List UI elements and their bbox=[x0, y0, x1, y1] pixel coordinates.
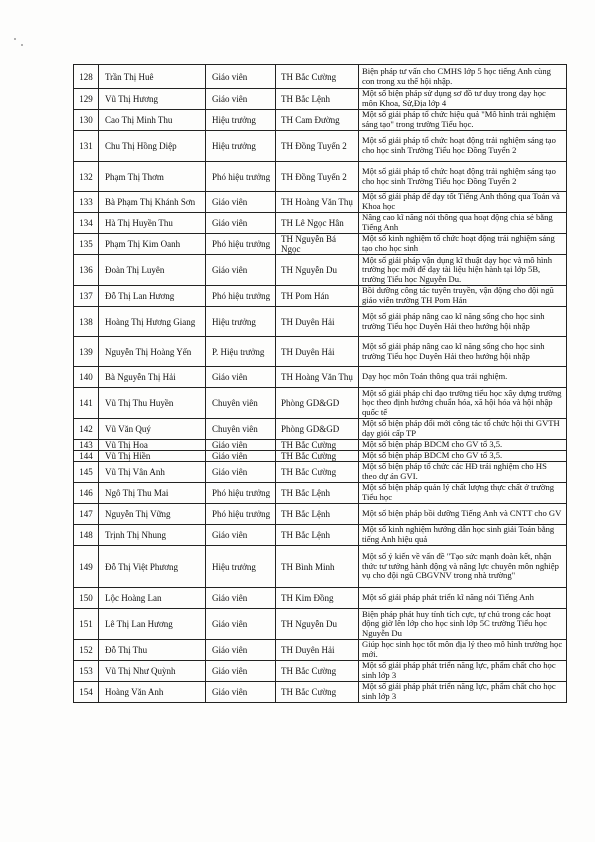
person-name: Phạm Thị Thơm bbox=[99, 162, 206, 192]
school-unit: TH Bắc Cường bbox=[276, 462, 359, 483]
row-number: 132 bbox=[74, 162, 99, 192]
table-row bbox=[74, 609, 567, 640]
table-row bbox=[74, 65, 567, 89]
table-row bbox=[74, 131, 567, 162]
school-unit: TH Duyên Hải bbox=[276, 307, 359, 337]
row-number: 145 bbox=[74, 462, 99, 483]
initiative-title: Một số giải pháp tổ chức hoạt động trải nghiệm sáng tạo cho học sinh Trường Tiểu học Đồng Tuyển 2 bbox=[359, 131, 567, 162]
row-number: 133 bbox=[74, 192, 99, 213]
table-row bbox=[74, 661, 567, 682]
initiative-title: Một số giải pháp tổ chức hiệu quả "Mô hình trải nghiệm sáng tạo" trong trường Tiểu học. bbox=[359, 110, 567, 131]
row-number: 139 bbox=[74, 337, 99, 367]
row-number: 137 bbox=[74, 286, 99, 307]
table-row bbox=[74, 640, 567, 661]
table-row bbox=[74, 337, 567, 367]
initiative-title: Biện pháp phát huy tính tích cực, tự chủ trong các hoạt động giờ lên lớp cho học sinh lớp 5C trường Tiểu học Nguyễn Du bbox=[359, 609, 567, 640]
row-number: 153 bbox=[74, 661, 99, 682]
table-row bbox=[74, 440, 567, 451]
row-number: 152 bbox=[74, 640, 99, 661]
initiative-title: Một số giải pháp chỉ đạo trường tiểu học xây dựng trường học theo định hướng chuẩn hóa, xã hội hóa và hội nhập quốc tế bbox=[359, 388, 567, 419]
school-unit: TH Duyên Hải bbox=[276, 640, 359, 661]
school-unit: TH Hoàng Văn Thụ bbox=[276, 192, 359, 213]
school-unit: TH Bắc Cường bbox=[276, 440, 359, 451]
position: Giáo viên bbox=[206, 451, 276, 462]
initiative-title: Giúp học sinh học tốt môn địa lý theo mô hình trường học mới. bbox=[359, 640, 567, 661]
initiative-title: Một số biện pháp tổ chức các HĐ trải nghiệm cho HS theo dự án GVI. bbox=[359, 462, 567, 483]
row-number: 146 bbox=[74, 483, 99, 504]
position: Giáo viên bbox=[206, 367, 276, 388]
position: Phó hiệu trưởng bbox=[206, 286, 276, 307]
row-number: 130 bbox=[74, 110, 99, 131]
school-unit: TH Bắc Lệnh bbox=[276, 525, 359, 546]
position: Giáo viên bbox=[206, 255, 276, 286]
person-name: Bà Nguyễn Thị Hải bbox=[99, 367, 206, 388]
position: Hiệu trưởng bbox=[206, 546, 276, 588]
position: Giáo viên bbox=[206, 89, 276, 110]
table-row bbox=[74, 525, 567, 546]
person-name: Vũ Thị Hoa bbox=[99, 440, 206, 451]
table-row bbox=[74, 483, 567, 504]
school-unit: TH Hoàng Văn Thụ bbox=[276, 367, 359, 388]
school-unit: TH Pom Hán bbox=[276, 286, 359, 307]
person-name: Lộc Hoàng Lan bbox=[99, 588, 206, 609]
person-name: Hà Thị Huyền Thu bbox=[99, 213, 206, 234]
person-name: Đoàn Thị Luyên bbox=[99, 255, 206, 286]
position: Phó hiệu trưởng bbox=[206, 234, 276, 255]
row-number: 140 bbox=[74, 367, 99, 388]
initiative-title: Một số kinh nghiệm tổ chức hoạt động trải nghiệm sáng tạo cho học sinh bbox=[359, 234, 567, 255]
school-unit: TH Bắc Cường bbox=[276, 682, 359, 703]
person-name: Hoàng Thị Hương Giang bbox=[99, 307, 206, 337]
person-name: Vũ Thị Vân Anh bbox=[99, 462, 206, 483]
table-body bbox=[74, 65, 567, 703]
table-row bbox=[74, 286, 567, 307]
school-unit: TH Bình Minh bbox=[276, 546, 359, 588]
initiative-title: Một số giải pháp vận dụng kĩ thuật dạy học và mô hình trường học mới để dạy tài liệu hiện hành tại lớp 5B, trường Tiểu học Nguyễn Du. bbox=[359, 255, 567, 286]
position: Phó hiệu trưởng bbox=[206, 483, 276, 504]
position: Giáo viên bbox=[206, 640, 276, 661]
school-unit: TH Nguyễn Bá Ngọc bbox=[276, 234, 359, 255]
person-name: Vũ Thị Hương bbox=[99, 89, 206, 110]
table-row bbox=[74, 192, 567, 213]
table-row bbox=[74, 234, 567, 255]
row-number: 131 bbox=[74, 131, 99, 162]
position: Giáo viên bbox=[206, 588, 276, 609]
school-unit: TH Bắc Lệnh bbox=[276, 483, 359, 504]
person-name: Nguyễn Thị Hoàng Yến bbox=[99, 337, 206, 367]
school-unit: TH Duyên Hải bbox=[276, 337, 359, 367]
table-row bbox=[74, 255, 567, 286]
initiative-title: Một số giải pháp để dạy tốt Tiếng Anh thông qua Toán và Khoa học bbox=[359, 192, 567, 213]
initiative-title: Một số biện pháp đổi mới công tác tổ chức hội thi GVTH dạy giỏi cấp TP bbox=[359, 419, 567, 440]
initiative-title: Một số kinh nghiệm hướng dẫn học sinh giải Toán bằng tiếng Anh hiệu quả bbox=[359, 525, 567, 546]
initiative-title: Biện pháp tư vấn cho CMHS lớp 5 học tiếng Anh cùng con trong xu thế hội nhập. bbox=[359, 65, 567, 89]
table-row bbox=[74, 546, 567, 588]
person-name: Đỗ Thị Việt Phương bbox=[99, 546, 206, 588]
row-number: 149 bbox=[74, 546, 99, 588]
initiative-title: Một số biện pháp BDCM cho GV tổ 3,5. bbox=[359, 451, 567, 462]
row-number: 138 bbox=[74, 307, 99, 337]
scan-speck bbox=[14, 38, 16, 40]
table-row bbox=[74, 419, 567, 440]
person-name: Đỗ Thị Lan Hương bbox=[99, 286, 206, 307]
row-number: 134 bbox=[74, 213, 99, 234]
initiative-title: Bồi dưỡng công tác tuyên truyền, vận động cho đội ngũ giáo viên trường TH Pom Hán bbox=[359, 286, 567, 307]
initiative-title: Một số biện pháp BDCM cho GV tổ 3,5. bbox=[359, 440, 567, 451]
initiative-title: Một số ý kiến về vấn đề "Tạo sức mạnh đoàn kết, nhận thức tư tưởng hành động và nâng lực chuyên môn nghiệp vụ cho đội ngũ CBGVNV trong nhà trường" bbox=[359, 546, 567, 588]
row-number: 135 bbox=[74, 234, 99, 255]
school-unit: TH Nguyễn Du bbox=[276, 255, 359, 286]
row-number: 142 bbox=[74, 419, 99, 440]
row-number: 128 bbox=[74, 65, 99, 89]
row-number: 148 bbox=[74, 525, 99, 546]
row-number: 143 bbox=[74, 440, 99, 451]
person-name: Ngô Thị Thu Mai bbox=[99, 483, 206, 504]
school-unit: TH Bắc Cường bbox=[276, 65, 359, 89]
school-unit: TH Đồng Tuyển 2 bbox=[276, 162, 359, 192]
person-name: Vũ Văn Quý bbox=[99, 419, 206, 440]
table-row bbox=[74, 89, 567, 110]
table-row bbox=[74, 682, 567, 703]
school-unit: Phòng GD&GD bbox=[276, 419, 359, 440]
person-name: Lê Thị Lan Hương bbox=[99, 609, 206, 640]
school-unit: TH Nguyễn Du bbox=[276, 609, 359, 640]
table-row bbox=[74, 307, 567, 337]
initiative-title: Một số biện pháp bồi dưỡng Tiếng Anh và CNTT cho GV bbox=[359, 504, 567, 525]
row-number: 150 bbox=[74, 588, 99, 609]
table-row bbox=[74, 462, 567, 483]
person-name: Trịnh Thị Nhung bbox=[99, 525, 206, 546]
position: Chuyên viên bbox=[206, 419, 276, 440]
position: Hiệu trưởng bbox=[206, 307, 276, 337]
person-name: Trần Thị Huê bbox=[99, 65, 206, 89]
table-row bbox=[74, 213, 567, 234]
initiative-title: Dạy học môn Toán thông qua trải nghiệm. bbox=[359, 367, 567, 388]
row-number: 151 bbox=[74, 609, 99, 640]
school-unit: TH Lê Ngọc Hân bbox=[276, 213, 359, 234]
person-name: Đỗ Thị Thu bbox=[99, 640, 206, 661]
school-unit: TH Đồng Tuyển 2 bbox=[276, 131, 359, 162]
position: Phó hiệu trưởng bbox=[206, 504, 276, 525]
person-name: Vũ Thị Như Quỳnh bbox=[99, 661, 206, 682]
school-unit: TH Bắc Lệnh bbox=[276, 504, 359, 525]
initiative-title: Một số giải pháp tổ chức hoạt động trải nghiệm sáng tạo cho học sinh Trường Tiểu học Đồng Tuyển 2 bbox=[359, 162, 567, 192]
school-unit: TH Bắc Lệnh bbox=[276, 89, 359, 110]
position: Phó hiệu trưởng bbox=[206, 162, 276, 192]
initiative-title: Một số giải pháp phát triển năng lực, phẩm chất cho học sinh lớp 3 bbox=[359, 661, 567, 682]
position: Hiệu trưởng bbox=[206, 131, 276, 162]
initiative-title: Nâng cao kĩ năng nói thông qua hoạt động chia sẻ bằng Tiếng Anh bbox=[359, 213, 567, 234]
school-unit: TH Kim Đồng bbox=[276, 588, 359, 609]
person-name: Cao Thị Minh Thu bbox=[99, 110, 206, 131]
position: Giáo viên bbox=[206, 192, 276, 213]
row-number: 147 bbox=[74, 504, 99, 525]
position: Giáo viên bbox=[206, 525, 276, 546]
position: Hiệu trưởng bbox=[206, 110, 276, 131]
table-row bbox=[74, 588, 567, 609]
row-number: 154 bbox=[74, 682, 99, 703]
person-name: Nguyễn Thị Vững bbox=[99, 504, 206, 525]
school-unit: Phòng GD&GD bbox=[276, 388, 359, 419]
table-row bbox=[74, 162, 567, 192]
position: P. Hiệu trưởng bbox=[206, 337, 276, 367]
row-number: 141 bbox=[74, 388, 99, 419]
position: Giáo viên bbox=[206, 609, 276, 640]
initiative-title: Một số giải pháp nâng cao kĩ năng sống cho học sinh trường Tiểu học Duyên Hải theo hướng hội nhập bbox=[359, 307, 567, 337]
row-number: 136 bbox=[74, 255, 99, 286]
awards-table bbox=[73, 64, 567, 703]
scan-speck bbox=[21, 44, 23, 46]
person-name: Vũ Thị Hiền bbox=[99, 451, 206, 462]
school-unit: TH Bắc Cường bbox=[276, 661, 359, 682]
table-row bbox=[74, 367, 567, 388]
position: Giáo viên bbox=[206, 440, 276, 451]
person-name: Bà Phạm Thị Khánh Sơn bbox=[99, 192, 206, 213]
school-unit: TH Bắc Cường bbox=[276, 451, 359, 462]
table-row bbox=[74, 110, 567, 131]
person-name: Hoàng Văn Anh bbox=[99, 682, 206, 703]
person-name: Vũ Thị Thu Huyền bbox=[99, 388, 206, 419]
position: Chuyên viên bbox=[206, 388, 276, 419]
position: Giáo viên bbox=[206, 462, 276, 483]
person-name: Chu Thị Hồng Diệp bbox=[99, 131, 206, 162]
initiative-title: Một số biện pháp quản lý chất lượng thực chất ở trường Tiểu học bbox=[359, 483, 567, 504]
table-row bbox=[74, 504, 567, 525]
initiative-title: Một số biện pháp sử dụng sơ đồ tư duy trong dạy học môn Khoa, Sử,Địa lớp 4 bbox=[359, 89, 567, 110]
initiative-title: Một số giải pháp nâng cao kĩ năng sống cho học sinh trường Tiểu học Duyên Hải theo hướng hội nhập bbox=[359, 337, 567, 367]
initiative-title: Một số giải pháp phát triển năng lực, phẩm chất cho học sinh lớp 3 bbox=[359, 682, 567, 703]
row-number: 129 bbox=[74, 89, 99, 110]
position: Giáo viên bbox=[206, 65, 276, 89]
position: Giáo viên bbox=[206, 213, 276, 234]
position: Giáo viên bbox=[206, 682, 276, 703]
table-row bbox=[74, 451, 567, 462]
person-name: Phạm Thị Kim Oanh bbox=[99, 234, 206, 255]
table-row bbox=[74, 388, 567, 419]
initiative-title: Một số giải pháp phát triển kĩ năng nói Tiếng Anh bbox=[359, 588, 567, 609]
position: Giáo viên bbox=[206, 661, 276, 682]
row-number: 144 bbox=[74, 451, 99, 462]
school-unit: TH Cam Đường bbox=[276, 110, 359, 131]
